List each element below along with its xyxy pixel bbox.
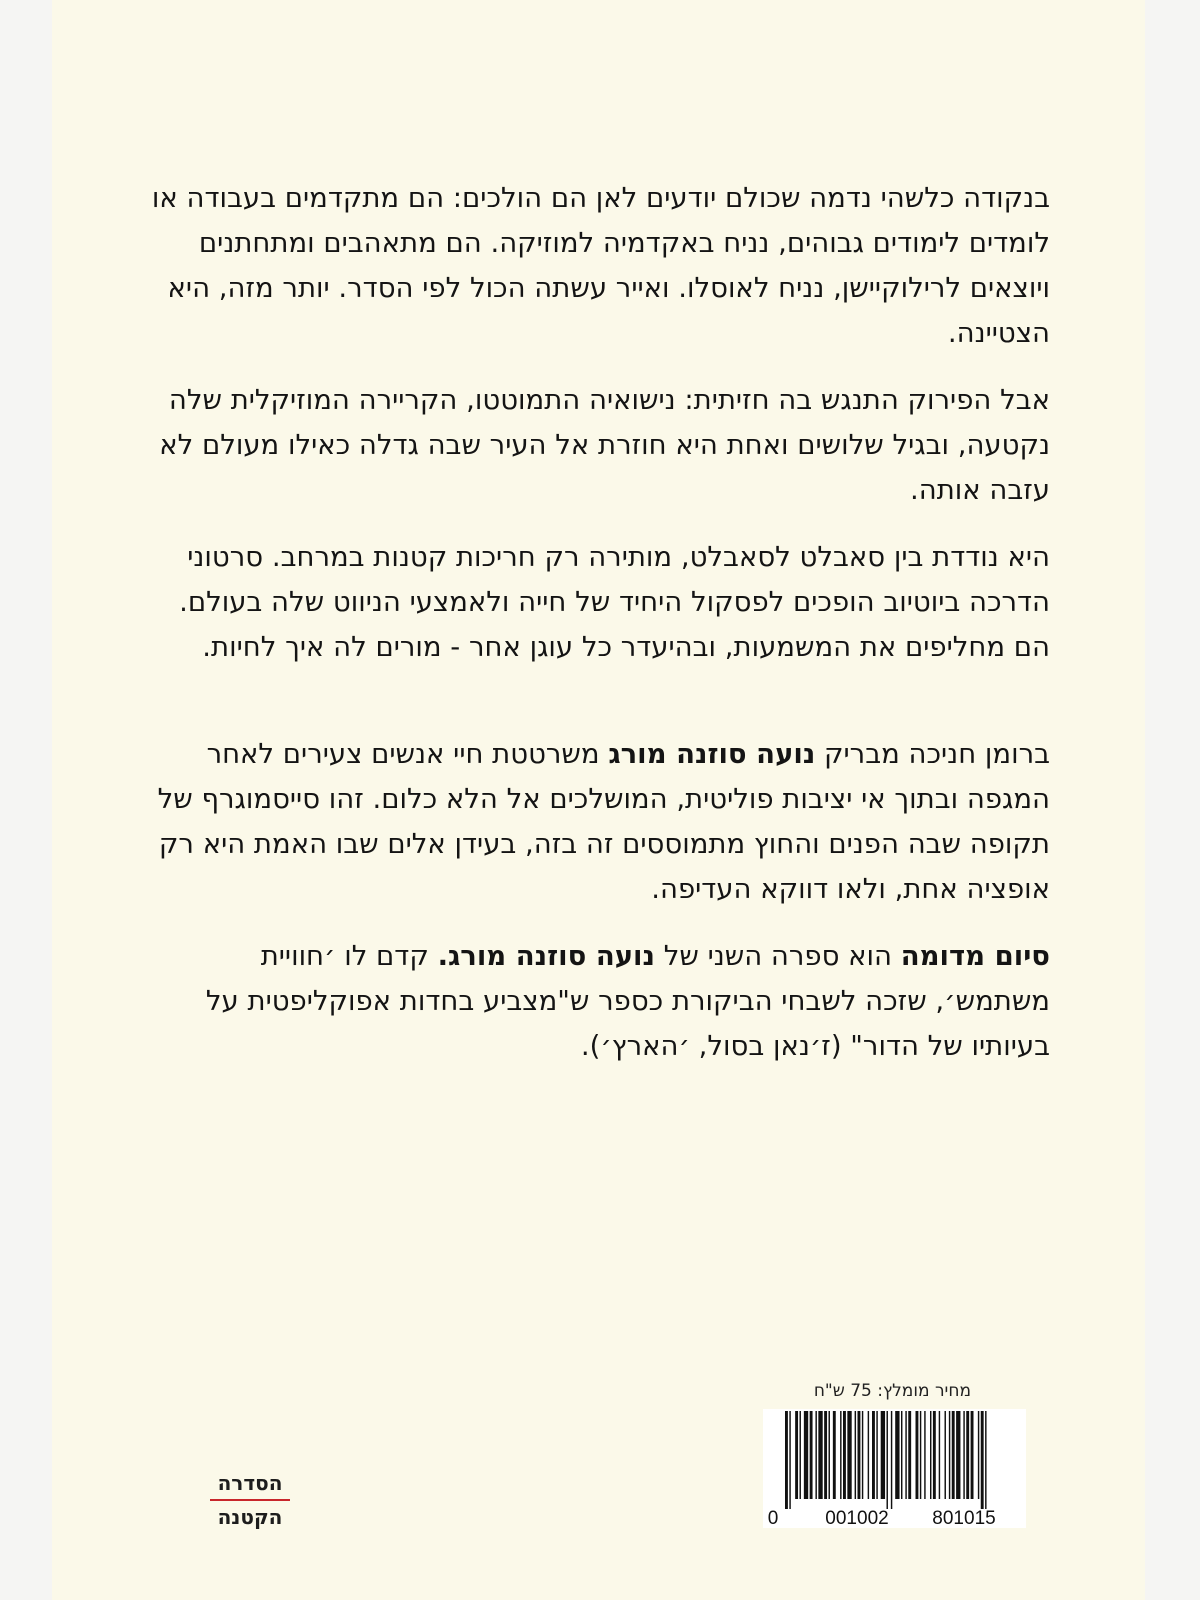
author-name: נועה סוזנה מורג bbox=[608, 738, 816, 770]
publisher-line-1: הסדרה bbox=[217, 1471, 283, 1495]
barcode-bar bbox=[905, 1411, 906, 1499]
blurb-paragraph-2: אבל הפירוק התנגש בה חזיתית: נישואיה התמוטטו, הקריירה המוזיקלית שלה נקטעה, ובגיל שלושים ואחת היא חוזרת אל העיר שבה גדלה כאילו מעולם לא עזבה אותה. bbox=[159, 384, 1050, 506]
barcode-bar bbox=[901, 1411, 902, 1499]
barcode-bar bbox=[908, 1411, 911, 1499]
barcode-bar bbox=[920, 1411, 921, 1499]
barcode-bar bbox=[933, 1411, 936, 1499]
barcode-bar bbox=[858, 1411, 861, 1499]
blurb-paragraph-1: בנקודה כלשהי נדמה שכולם יודעים לאן הם הולכים: הם מתקדמים בעבודה או לומדים לימודים גבוהים, נניח באקדמיה למוזיקה. הם מתאהבים ומתחתנים ויוצאים לרילוקיישן, נניח לאוסלו. ואייר עשתה הכול לפי הסדר. יותר מזה, היא הצטיינה. bbox=[151, 182, 1050, 349]
barcode-bar bbox=[939, 1411, 940, 1499]
blurb-paragraph-4 bbox=[142, 732, 1050, 912]
barcode-digits-right: 801015 bbox=[932, 1508, 996, 1528]
barcode-bar bbox=[862, 1411, 863, 1499]
author-name-2: נועה סוזנה מורג. bbox=[437, 940, 655, 972]
barcode-bar bbox=[789, 1411, 790, 1509]
barcode-bar bbox=[966, 1411, 969, 1499]
barcode-bar bbox=[833, 1411, 836, 1499]
barcode-bar bbox=[843, 1411, 846, 1499]
barcode-bar bbox=[916, 1411, 919, 1499]
paragraph-4-body: משרטטת חיי אנשים צעירים לאחר המגפה ובתוך אי יציבות פוליטית, המושלכים אל הלא כלום. זהו סייסמוגרף של תקופה שבה הפנים והחוץ מתמוססים זה בזה, בעידן אלים שבו האמת היא רק אופציה אחת, ולאו דווקא העדיפה. bbox=[157, 738, 1050, 905]
barcode-bar bbox=[985, 1411, 986, 1509]
barcode-bar bbox=[829, 1411, 830, 1499]
barcode-bar bbox=[804, 1411, 808, 1499]
barcode-bar bbox=[847, 1411, 851, 1499]
barcode-bar bbox=[876, 1411, 877, 1499]
publisher-line-2: הקטנה bbox=[217, 1505, 283, 1529]
publisher-rule bbox=[210, 1499, 290, 1501]
blurb-paragraph-5 bbox=[142, 934, 1050, 1069]
barcode-bar bbox=[815, 1411, 816, 1499]
barcode-bar bbox=[949, 1411, 950, 1499]
barcode-bar bbox=[952, 1411, 955, 1499]
barcode-bar bbox=[956, 1411, 960, 1499]
barcode-bar bbox=[945, 1411, 946, 1499]
book-title: סיום מדומה bbox=[900, 940, 1050, 972]
barcode-bar bbox=[971, 1411, 974, 1499]
barcode-bar bbox=[963, 1411, 964, 1499]
paragraph-5-lead: הוא ספרה השני של bbox=[654, 940, 901, 972]
barcode-bar bbox=[800, 1411, 801, 1499]
barcode-bar bbox=[887, 1411, 888, 1509]
blurb-paragraph-3: היא נודדת בין סאבלט לסאבלט, מותירה רק חריכות קטנות במרחב. סרטוני הדרכה ביוטיוב הופכים לפסקול היחיד של חייה ולאמצעי הניווט שלה בעולם. הם מחליפים את המשמעות, ובהיעדר כל עוגן אחר - מורים לה איך לחיות. bbox=[179, 541, 1050, 663]
barcode-bar bbox=[895, 1411, 899, 1499]
barcode-bar bbox=[824, 1411, 827, 1499]
barcode-bar bbox=[881, 1411, 885, 1499]
barcode-bar bbox=[855, 1411, 856, 1499]
barcode-bar bbox=[785, 1411, 788, 1509]
back-cover bbox=[52, 0, 1145, 1600]
barcode-bar bbox=[818, 1411, 822, 1499]
barcode-bar bbox=[840, 1411, 841, 1499]
barcode-bar bbox=[872, 1411, 875, 1499]
barcode-bar bbox=[795, 1411, 798, 1499]
barcode-digit-left: 0 bbox=[767, 1508, 779, 1528]
paragraph-5-body: קדם לו ׳חוויית משתמש׳, שזכה לשבחי הביקורת כספר ש"מצביע בחדות אפוקליפטית על בעיותיו של הדור" (ז׳נאן בסול, ׳הארץ׳). bbox=[205, 940, 1050, 1062]
barcode bbox=[763, 1409, 1026, 1528]
barcode-bar bbox=[978, 1411, 979, 1499]
barcode-bar bbox=[868, 1411, 869, 1499]
barcode-bar bbox=[981, 1411, 984, 1509]
blurb bbox=[142, 176, 1050, 1091]
paragraph-4-lead: ברומן חניכה מבריק bbox=[815, 738, 1050, 770]
publisher-logo bbox=[204, 1470, 296, 1530]
barcode-bar bbox=[930, 1411, 931, 1499]
barcode-digits-mid: 001002 bbox=[825, 1508, 889, 1528]
barcode-bar bbox=[924, 1411, 925, 1499]
barcode-bar bbox=[891, 1411, 892, 1509]
barcode-bar bbox=[810, 1411, 813, 1499]
recommended-price: מחיר מומלץ: 75 ש"ח bbox=[813, 1381, 971, 1401]
